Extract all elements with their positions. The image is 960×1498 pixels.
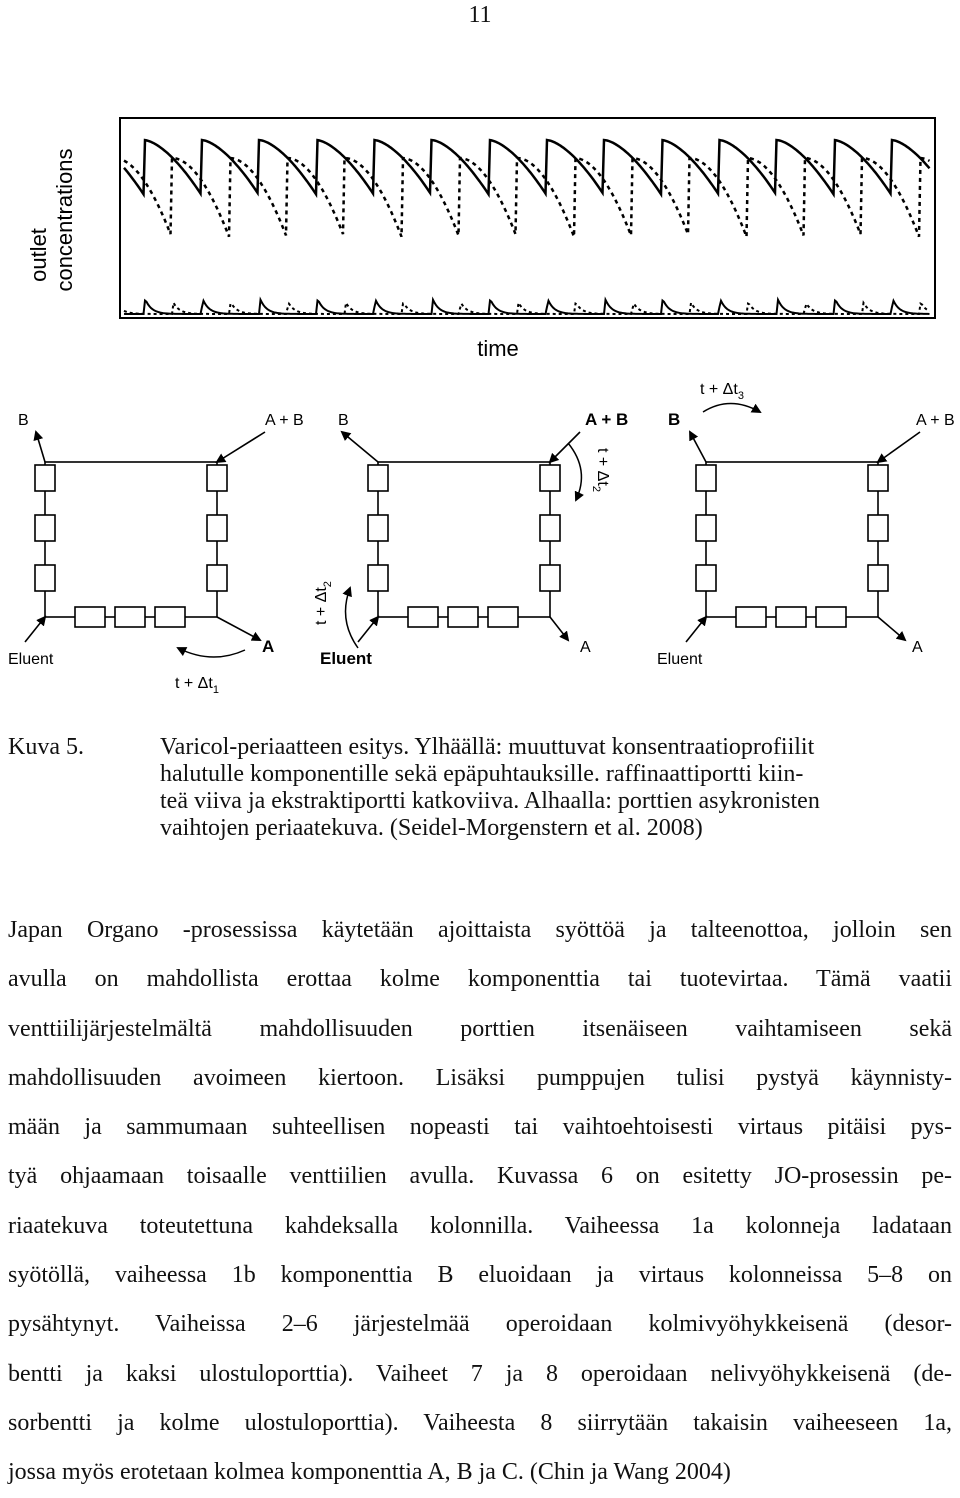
diagram3-label-b: B	[668, 410, 681, 429]
column	[408, 607, 438, 627]
column	[736, 607, 766, 627]
port-arrow	[358, 617, 378, 642]
diagram2-shift-label-right: $t + \Delta t_2$	[590, 448, 611, 492]
body-line: bentti ja kaksi ulostuloporttia). Vaiheet 7 ja 8 operoidaan nelivyöhykkeisenä (de-	[8, 1360, 952, 1387]
column	[368, 565, 388, 591]
column	[696, 515, 716, 541]
column	[207, 465, 227, 491]
diagram3-label-a: A	[912, 639, 923, 656]
column	[155, 607, 185, 627]
caption-line: vaihtojen periaatekuva. (Seidel-Morgenstern et al. 2008)	[160, 815, 703, 841]
caption-label: Kuva 5.	[8, 734, 84, 760]
port-arrow	[217, 617, 260, 640]
column-loops	[25, 432, 920, 642]
port-arrow	[217, 432, 265, 462]
column	[696, 565, 716, 591]
column	[368, 515, 388, 541]
diagram2-label-ab: A + B	[585, 410, 629, 429]
column	[868, 565, 888, 591]
loop-line	[706, 462, 878, 617]
column-diagram-1	[8, 412, 304, 696]
column	[696, 465, 716, 491]
port-arrow	[25, 617, 45, 642]
port-arrow	[686, 617, 706, 642]
body-line: tyä ohjaamaan toisaalle venttiilien avulla. Kuvassa 6 on esitetty JO-prosessin pe-	[8, 1163, 952, 1190]
port-arrow	[36, 432, 45, 462]
diagram2-label-b: B	[338, 412, 349, 429]
diagram1-label-a: A	[262, 637, 275, 656]
column	[540, 565, 560, 591]
column	[115, 607, 145, 627]
diagram1-label-b: B	[18, 412, 29, 429]
column-diagram-2	[313, 410, 628, 668]
chart-frame	[120, 118, 935, 318]
column	[35, 465, 55, 491]
column	[816, 607, 846, 627]
impurity-dashed-curve	[124, 303, 930, 314]
column	[540, 515, 560, 541]
chart-ylabel-line1: outlet	[26, 228, 51, 282]
column	[35, 565, 55, 591]
column	[868, 465, 888, 491]
column	[776, 607, 806, 627]
column	[488, 607, 518, 627]
diagram2-label-eluent: Eluent	[320, 649, 372, 668]
page-number: 11	[468, 2, 492, 28]
caption-line: teä viiva ja ekstraktiportti katkoviiva. Alhaalla: porttien asykronisten	[160, 788, 820, 814]
body-line: mahdollisuuden avoimeen kiertoon. Lisäksi pumppujen tulisi pystyä käynnisty-	[8, 1064, 952, 1091]
column	[368, 465, 388, 491]
caption-line: Varicol-periaatteen esitys. Ylhäällä: muuttuvat konsentraatioprofiilit	[160, 734, 815, 760]
port-arrow	[878, 432, 920, 462]
column	[448, 607, 478, 627]
column	[35, 515, 55, 541]
diagram1-shift-arrow	[178, 648, 245, 657]
diagram2-shift-label-left: $t + \Delta t_2$	[313, 581, 334, 625]
body-line: jossa myös erotetaan kolmea komponenttia A, B ja C. (Chin ja Wang 2004)	[8, 1459, 731, 1486]
diagram3-shift-label: $t + \Delta t_3$	[700, 381, 744, 402]
diagram3-label-eluent: Eluent	[657, 651, 703, 668]
raffinate-curve	[124, 140, 930, 194]
caption-line: halutulle komponentille sekä epäpuhtauksille. raffinaattiportti kiin-	[160, 761, 804, 787]
body-line: Japan Organo -prosessissa käytetään ajoittaista syöttöä ja talteenottoa, jolloin sen	[8, 917, 952, 943]
body-line: pysähtynyt. Vaiheissa 2–6 järjestelmää operoidaan kolmivyöhykkeisenä (desor-	[8, 1311, 952, 1338]
port-arrow	[550, 617, 568, 640]
body-line: mään ja sammumaan suhteellisen nopeasti tai vaihtoehtoisesti virtaus pitäisi pys-	[8, 1114, 952, 1141]
column	[207, 565, 227, 591]
diagram3-label-ab: A + B	[916, 412, 955, 429]
column	[868, 515, 888, 541]
diagram1-shift-label: $t + \Delta t_1$	[175, 675, 219, 696]
body-line: syötöllä, vaiheessa 1b komponenttia B eluoidaan ja virtaus kolonneissa 5–8 on	[8, 1262, 952, 1289]
diagram3-shift-arrow	[703, 404, 760, 413]
port-arrow	[550, 432, 580, 462]
column	[540, 465, 560, 491]
body-paragraph	[8, 906, 952, 1498]
loop-line	[378, 462, 550, 617]
port-arrow	[878, 617, 905, 640]
body-line: sorbentti ja kolme ulostuloporttia). Vaiheesta 8 siirrytään takaisin vaiheeseen 1a,	[8, 1409, 952, 1436]
concentration-chart	[26, 118, 935, 361]
diagram1-label-eluent: Eluent	[8, 651, 54, 668]
diagram2-label-a: A	[580, 639, 591, 656]
body-line: riaatekuva toteutettuna kahdeksalla kolonnilla. Vaiheessa 1a kolonneja ladataan	[8, 1212, 952, 1239]
diagram1-label-ab: A + B	[265, 412, 304, 429]
loop-line	[45, 462, 217, 617]
column	[207, 515, 227, 541]
body-line: venttiilijärjestelmältä mahdollisuuden porttien itsenäiseen vaihtamiseen sekä	[8, 1015, 952, 1042]
body-line: avulla on mahdollista erottaa kolme komponenttia tai tuotevirtaa. Tämä vaatii	[8, 966, 952, 993]
diagram2-shift-arrow-right	[568, 443, 581, 500]
port-arrow	[342, 432, 378, 462]
chart-ylabel-line2: concentrations	[52, 148, 77, 292]
chart-xlabel: time	[477, 336, 519, 361]
caption-text	[160, 734, 960, 842]
column	[75, 607, 105, 627]
port-arrow	[690, 432, 706, 462]
figure	[0, 0, 960, 720]
diagram2-shift-arrow-left	[346, 588, 359, 648]
